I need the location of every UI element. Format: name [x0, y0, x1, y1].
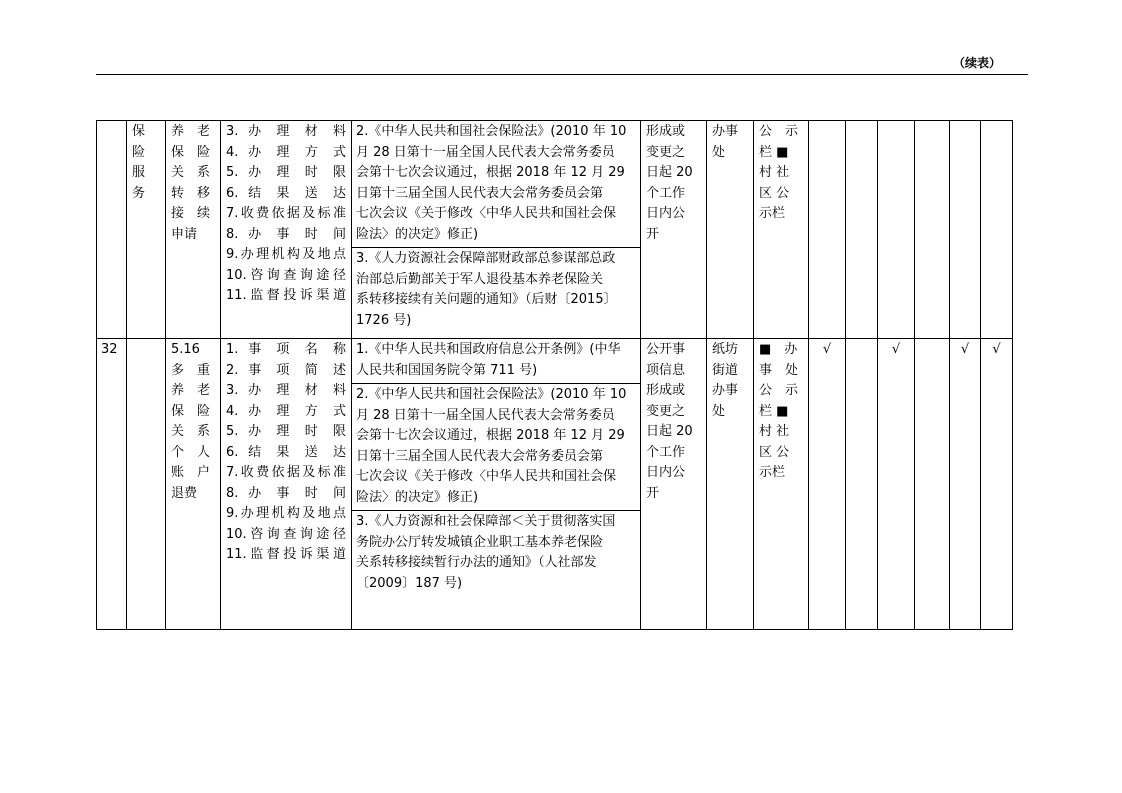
cell-text-line: 变更之 [646, 144, 686, 160]
basis-text-line: 2.《中华人民共和国社会保险法》(2010 年 10 [356, 387, 627, 402]
basis-text-line: 系转移接续有关问题的通知》（后财〔2015〕 [356, 292, 617, 307]
cell-text-line: 示栏 [759, 206, 786, 221]
cell-text-line: 项信息 [646, 362, 686, 378]
basis-reference [352, 384, 640, 511]
item-name-cell [166, 339, 221, 630]
cell-text-line: 申请 [171, 226, 198, 242]
basis-reference [352, 511, 640, 596]
basis-text-line: 人民共和国国务院令第 711 号) [356, 362, 538, 378]
cell-text-line: 11.监督投诉渠道 [226, 288, 346, 303]
basis-text-line: 日第十三届全国人民代表大会常务委员会第 [356, 448, 604, 464]
cell-text-line: 日内公 [646, 206, 686, 221]
basis-cell [352, 121, 641, 339]
basis-text-line: 会第十七次会议通过，根据 2018 年 12 月 29 [356, 428, 625, 443]
cell-text-line: 1. 事 项 名 称 [226, 342, 346, 357]
cell-text-line: 10.咨询查询途径 [226, 267, 346, 283]
cell-text-line: 转 移 [171, 185, 211, 201]
channel-cell [754, 121, 809, 339]
cell-text-line: 个 人 [171, 444, 211, 460]
cell-text-line: 养 老 [171, 383, 211, 398]
check-cell: √ [809, 339, 846, 630]
row-number-cell: 32 [97, 339, 127, 630]
cell-text-line: 退费 [171, 485, 198, 501]
check-cell [915, 121, 950, 339]
cell-text-line: 8. 办 事 时 间 [226, 485, 346, 501]
cell-text-line: 保 [132, 124, 146, 139]
basis-text-line: 〔2009〕187 号) [356, 575, 463, 591]
basis-text-line: 3.《人力资源社会保障部财政部总参谋部总政 [356, 251, 616, 266]
cell-text-line: 5.16 [171, 342, 200, 357]
cell-text-line: 区 公 [759, 185, 790, 201]
basis-text-line: 会第十七次会议通过，根据 2018 年 12 月 29 [356, 165, 625, 180]
basis-text-line: 关系转移接续暂行办法的通知》（人社部发 [356, 555, 597, 570]
cell-text-line: 公 示 [759, 124, 799, 139]
cell-text-line: 6. 结 果 送 达 [226, 444, 346, 460]
cell-text-line: 服 [132, 165, 146, 180]
cell-text-line: 5. 办 理 时 限 [226, 424, 346, 439]
cell-text-line: 日起 20 [646, 424, 693, 439]
cell-text-line: 示栏 [759, 465, 786, 480]
cell-text-line: 形成或 [646, 124, 686, 139]
table-row [97, 339, 1013, 630]
row-number-cell [97, 121, 127, 339]
basis-cell [352, 339, 641, 630]
cell-text-line: 公开事 [646, 342, 686, 357]
cell-text-line: 11.监督投诉渠道 [226, 547, 346, 562]
disclosure-content-cell [221, 339, 352, 630]
cell-text-line: 办事 [712, 124, 739, 139]
cell-text-line: 3. 办 理 材 料 [226, 383, 346, 398]
basis-text-line: 2.《中华人民共和国社会保险法》(2010 年 10 [356, 124, 627, 139]
item-name-cell [166, 121, 221, 339]
cell-text-line: 关 系 [171, 424, 211, 439]
cell-text-line: 纸坊 [712, 342, 739, 357]
cell-text-line: 9.办理机构及地点 [226, 506, 346, 521]
cell-text-line: 4. 办 理 方 式 [226, 403, 346, 419]
cell-text-line: 5. 办 理 时 限 [226, 165, 346, 180]
cell-text-line: 栏 ■ [759, 403, 789, 419]
check-cell [981, 121, 1013, 339]
cell-text-line: 9.办理机构及地点 [226, 247, 346, 262]
basis-text-line: 月 28 日第十一届全国人民代表大会常务委员 [356, 144, 615, 160]
cell-text-line: 8. 办 事 时 间 [226, 226, 346, 242]
cell-text-line: 7.收费依据及标准 [226, 465, 346, 480]
cell-text-line: 个工作 [646, 444, 686, 460]
header-rule [96, 74, 1028, 75]
cell-text-line: 日起 20 [646, 165, 693, 180]
check-cell [809, 121, 846, 339]
check-cell: √ [878, 339, 915, 630]
basis-text-line: 1.《中华人民共和国政府信息公开条例》(中华 [356, 342, 621, 357]
cell-text-line: 务 [132, 185, 146, 201]
basis-reference [352, 339, 640, 384]
cell-text-line: 6. 结 果 送 达 [226, 185, 346, 201]
check-cell [950, 121, 981, 339]
cell-text-line: 4. 办 理 方 式 [226, 144, 346, 160]
basis-text-line: 3.《人力资源和社会保障部＜关于贯彻落实国 [356, 514, 616, 529]
category-cell [127, 121, 166, 339]
category-cell [127, 339, 166, 630]
basis-text-line: 务院办公厅转发城镇企业职工基本养老保险 [356, 534, 604, 550]
cell-text-line: 保 险 [171, 403, 211, 419]
cell-text-line: 日内公 [646, 465, 686, 480]
check-cell [846, 121, 878, 339]
basis-text-line: 七次会议《关于修改〈中华人民共和国社会保 [356, 469, 617, 484]
cell-text-line: 处 [712, 403, 726, 419]
basis-reference [352, 248, 640, 333]
cell-text-line: 公 示 [759, 383, 799, 398]
cell-text-line: 办事 [712, 383, 739, 398]
disclosure-content-cell [221, 121, 352, 339]
subject-cell [707, 339, 754, 630]
cell-text-line: 开 [646, 485, 660, 501]
time-limit-cell [641, 339, 707, 630]
channel-cell [754, 339, 809, 630]
cell-text-line: 2. 事 项 简 述 [226, 362, 346, 378]
cell-text-line: 7.收费依据及标准 [226, 206, 346, 221]
basis-reference [352, 121, 640, 248]
cell-text-line: 区 公 [759, 444, 790, 460]
continued-label: （续表） [952, 56, 1001, 70]
basis-text-line: 险法〉的决定》修正) [356, 226, 479, 242]
cell-text-line: 3. 办 理 材 料 [226, 124, 346, 139]
basis-text-line: 治部总后勤部关于军人退役基本养老保险关 [356, 271, 604, 287]
basis-text-line: 1726 号) [356, 312, 412, 328]
cell-text-line: 变更之 [646, 403, 686, 419]
cell-text-line: 村 社 [759, 165, 790, 180]
basis-text-line: 险法〉的决定》修正) [356, 489, 479, 505]
check-cell [846, 339, 878, 630]
cell-text-line: 个工作 [646, 185, 686, 201]
basis-text-line: 七次会议《关于修改〈中华人民共和国社会保 [356, 206, 617, 221]
cell-text-line: 账 户 [171, 465, 211, 480]
cell-text-line: ■ 办 [759, 342, 798, 357]
cell-text-line: 事 处 [759, 362, 799, 378]
check-cell: √ [981, 339, 1013, 630]
cell-text-line: 10.咨询查询途径 [226, 526, 346, 542]
table-row [97, 121, 1013, 339]
cell-text-line: 街道 [712, 362, 739, 378]
check-cell [915, 339, 950, 630]
basis-text-line: 日第十三届全国人民代表大会常务委员会第 [356, 185, 604, 201]
cell-text-line: 形成或 [646, 383, 686, 398]
disclosure-table [96, 120, 1013, 630]
check-cell [878, 121, 915, 339]
cell-text-line: 险 [132, 144, 146, 160]
subject-cell [707, 121, 754, 339]
cell-text-line: 处 [712, 144, 726, 160]
time-limit-cell [641, 121, 707, 339]
check-cell: √ [950, 339, 981, 630]
cell-text-line: 村 社 [759, 424, 790, 439]
cell-text-line: 栏 ■ [759, 144, 789, 160]
cell-text-line: 关 系 [171, 165, 211, 180]
cell-text-line: 接 续 [171, 206, 211, 221]
cell-text-line: 开 [646, 226, 660, 242]
cell-text-line: 养 老 [171, 124, 211, 139]
basis-text-line: 月 28 日第十一届全国人民代表大会常务委员 [356, 407, 615, 423]
cell-text-line: 保 险 [171, 144, 211, 160]
cell-text-line: 多 重 [171, 362, 211, 378]
